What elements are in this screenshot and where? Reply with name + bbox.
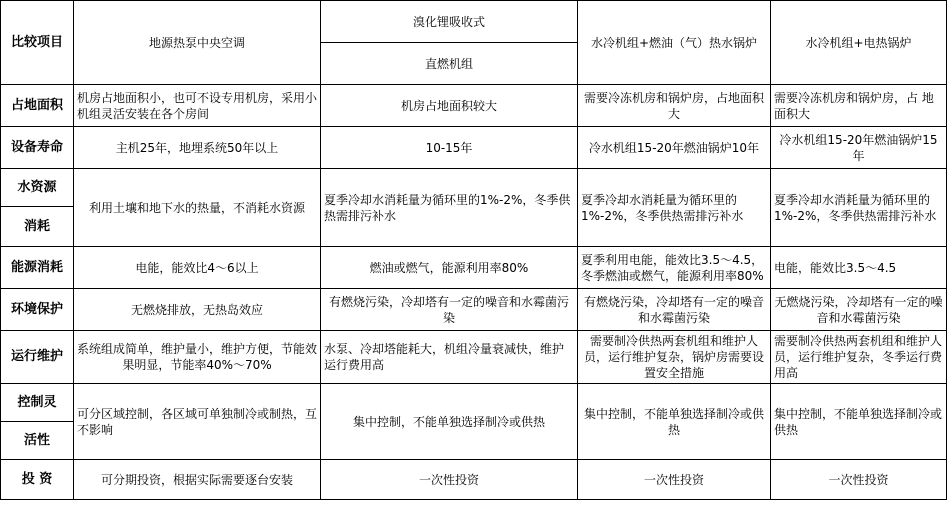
table-cell: 有燃烧污染，冷却塔有一定的噪音和水霉菌污染 (321, 289, 578, 331)
table-cell: 可分区域控制，各区域可单独制冷或制热，互不影响 (74, 384, 321, 460)
table-cell: 机房占地面积较大 (321, 85, 578, 127)
header-col-ground-source: 地源热泵中央空调 (74, 1, 321, 85)
table-cell: 夏季利用电能，能效比3.5～4.5，冬季燃油或燃气，能源利用率80% (578, 247, 771, 289)
table-cell: 需要制冷供热两套机组和维护人员，运行维护复杂，锅炉房需要设置安全措施 (578, 331, 771, 384)
header-col-electric-boiler: 水冷机组+电热锅炉 (771, 1, 947, 85)
row-label-control-bottom: 活性 (1, 422, 74, 460)
table-cell: 无燃烧污染，冷却塔有一定的噪音和水霉菌污染 (771, 289, 947, 331)
row-label-water-bottom: 消耗 (1, 207, 74, 247)
table-row (1, 127, 947, 169)
header-col-oil-gas-boiler: 水冷机组+燃油（气）热水锅炉 (578, 1, 771, 85)
table-cell: 集中控制，不能单独选择制冷或供热 (771, 384, 947, 460)
table-cell: 需要制冷供热两套机组和维护人员，运行维护复杂，冬季运行费用高 (771, 331, 947, 384)
table-cell: 可分期投资，根据实际需要逐台安装 (74, 460, 321, 500)
table-cell: 利用土壤和地下水的热量，不消耗水资源 (74, 169, 321, 247)
table-cell: 有燃烧污染，冷却塔有一定的噪音和水霉菌污染 (578, 289, 771, 331)
table-cell: 夏季冷却水消耗量为循环里的1%-2%，冬季供热需排污补水 (321, 169, 578, 247)
table-cell: 夏季冷却水消耗量为循环里的1%-2%，冬季供热需排污补水 (578, 169, 771, 247)
table-cell: 冷水机组15-20年燃油锅炉15年 (771, 127, 947, 169)
table-row (1, 460, 947, 500)
row-label-env: 环境保护 (1, 289, 74, 331)
table-cell: 集中控制，不能单独选择制冷或供热 (321, 384, 578, 460)
row-label-life: 设备寿命 (1, 127, 74, 169)
table-cell: 燃油或燃气，能源利用率80% (321, 247, 578, 289)
table-row (1, 331, 947, 384)
compare-label: 比较项目 (1, 1, 74, 85)
table-cell: 一次性投资 (771, 460, 947, 500)
table-cell: 一次性投资 (321, 460, 578, 500)
table-cell: 电能，能效比4～6以上 (74, 247, 321, 289)
table-row (1, 289, 947, 331)
table-cell: 需要冷冻机房和锅炉房，占 地面积大 (771, 85, 947, 127)
table-row (1, 85, 947, 127)
table-cell: 需要冷冻机房和锅炉房，占地面积大 (578, 85, 771, 127)
row-label-area: 占地面积 (1, 85, 74, 127)
table-cell: 冷水机组15-20年燃油锅炉10年 (578, 127, 771, 169)
table-row (1, 247, 947, 289)
table-row (1, 169, 947, 207)
header-row (1, 1, 947, 43)
table-cell: 夏季冷却水消耗量为循环里的1%-2%，冬季供热需排污补水 (771, 169, 947, 247)
table-cell: 系统组成简单，维护量小，维护方便，节能效果明显，节能率40%～70% (74, 331, 321, 384)
row-label-energy: 能源消耗 (1, 247, 74, 289)
header-col-absorption: 溴化锂吸收式 (321, 1, 578, 43)
table-cell: 10-15年 (321, 127, 578, 169)
row-label-control-top: 控制灵 (1, 384, 74, 422)
table-cell: 一次性投资 (578, 460, 771, 500)
row-label-water-top: 水资源 (1, 169, 74, 207)
table-cell: 水泵、冷却塔能耗大，机组冷量衰减快，维护运行费用高 (321, 331, 578, 384)
row-label-ops: 运行维护 (1, 331, 74, 384)
table-cell: 主机25年，地埋系统50年以上 (74, 127, 321, 169)
table-cell: 无燃烧排放，无热岛效应 (74, 289, 321, 331)
table-cell: 集中控制，不能单独选择制冷或供热 (578, 384, 771, 460)
table-cell: 电能，能效比3.5～4.5 (771, 247, 947, 289)
table-cell: 机房占地面积小，也可不设专用机房，采用小机组灵活安装在各个房间 (74, 85, 321, 127)
header-col-direct-fired: 直燃机组 (321, 43, 578, 85)
table-row (1, 384, 947, 422)
row-label-invest: 投 资 (1, 460, 74, 500)
